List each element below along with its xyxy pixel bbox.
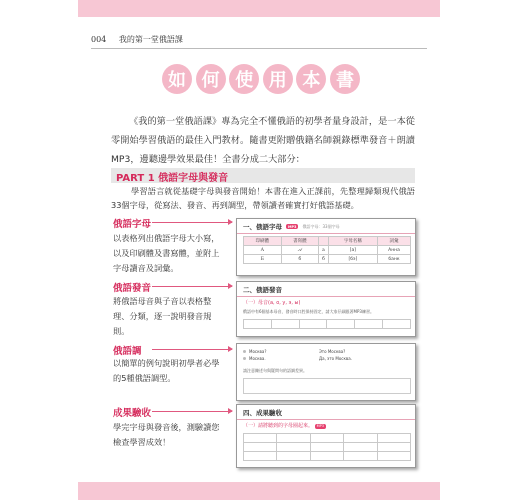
thumb-heading: （一）母音(а, о, у, э, ы): [243, 300, 301, 306]
thumb-title: [237, 282, 415, 297]
example-line: Это Москва?: [319, 349, 346, 354]
table-cell: [344, 443, 377, 452]
section-desc-review: 學完字母與發音後，測驗讀您檢查學習成效！: [113, 422, 220, 447]
table-cell: 書寫體: [281, 237, 319, 246]
section-desc-pronunciation: 將俄語母音與子音以表格整理、分類，逐一說明發音規則。: [113, 296, 212, 336]
table-cell: б: [319, 255, 329, 264]
table-row: [244, 434, 411, 443]
part-title: PART 1 俄語字母與發音: [116, 173, 229, 184]
thumbnail-intonation-page: [236, 343, 416, 401]
table-cell: 𝒜: [281, 246, 319, 255]
table-row: [244, 452, 411, 461]
thumb-heading-text: （一）請將聽到的字母圈起來。: [243, 423, 314, 429]
table-row: [244, 246, 411, 255]
thumb-heading: [237, 420, 415, 431]
table-cell: [383, 320, 411, 329]
example-line: Москва?: [249, 349, 267, 354]
header-divider: [91, 48, 427, 49]
review-table: [243, 433, 411, 461]
section-desc-alphabet: 以表格列出俄語字母大小寫，以及印刷體及書寫體，並附上字母讀音及詞彙。: [113, 233, 220, 273]
table-cell: б: [281, 255, 319, 264]
note-box: [243, 378, 411, 394]
title-char: 何: [196, 64, 226, 94]
page-number: 004: [91, 35, 107, 44]
table-cell: [310, 443, 343, 452]
arrow-icon: [152, 411, 232, 412]
table-cell: [310, 434, 343, 443]
example-line: Да, это Москва.: [319, 356, 352, 361]
book-title: 我的第一堂俄語課: [118, 35, 183, 44]
title-char: 如: [162, 64, 192, 94]
table-cell: [344, 452, 377, 461]
table-cell: [319, 237, 329, 246]
part-description: 學習語言就從基礎字母與發音開始！本書在進入正課前，先整理歸類現代俄語33個字母，從寫法、發音、再到調型，帶領讀者確實打好俄語基礎。: [111, 186, 415, 210]
table-cell: [244, 452, 277, 461]
thumb-title: [237, 405, 415, 420]
arrow-icon: [152, 222, 232, 223]
section-label-intonation: 俄語調: [113, 346, 142, 357]
arrow-icon: [152, 286, 232, 287]
table-cell: [бэ]: [328, 255, 377, 264]
title-char: 書: [330, 64, 360, 94]
thumb-title-text: 四、成果驗收: [243, 409, 282, 417]
table-cell: [244, 320, 272, 329]
table-row: [244, 320, 411, 329]
table-cell: 印刷體: [244, 237, 282, 246]
table-cell: банк: [377, 255, 410, 264]
thumb-title-text: 二、俄語發音: [243, 286, 282, 294]
intro-paragraph: [111, 112, 415, 169]
table-cell: [377, 452, 410, 461]
thumb-subtitle: 俄語字母：33個字母: [302, 223, 340, 229]
table-cell: [327, 320, 355, 329]
table-cell: Анна: [377, 246, 410, 255]
table-cell: А: [244, 246, 282, 255]
example-line: Москва.: [249, 356, 266, 361]
alphabet-table: [243, 236, 411, 264]
table-header-row: [244, 237, 411, 246]
thumb-text: 俄語中有6個基本母音，發音時口腔保持固定，請大家仔細跟著MP3練習。: [243, 309, 374, 314]
example-row: [237, 355, 415, 362]
title-char: 用: [263, 64, 293, 94]
table-cell: 詞彙: [377, 237, 410, 246]
thumb-title-text: 一、俄語字母: [243, 223, 282, 231]
bottom-pink-band: [78, 482, 440, 500]
table-cell: [277, 434, 310, 443]
bullet-icon: [243, 357, 246, 360]
table-cell: [277, 452, 310, 461]
thumbnail-review-page: [236, 404, 416, 468]
table-cell: [244, 443, 277, 452]
running-header: [91, 34, 183, 45]
thumbnail-pronunciation-page: [236, 281, 416, 337]
table-cell: [377, 434, 410, 443]
top-pink-band: [78, 0, 440, 17]
table-cell: [299, 320, 327, 329]
table-cell: [a]: [328, 246, 377, 255]
arrow-icon: [152, 349, 232, 350]
table-cell: [377, 443, 410, 452]
table-cell: [355, 320, 383, 329]
section-label-alphabet: 俄語字母: [113, 219, 152, 230]
title-char: 本: [296, 64, 326, 94]
example-row: [237, 348, 415, 355]
thumb-text: 請注意陳述句與疑問句的語調差異。: [243, 368, 307, 373]
thumb-title: [237, 219, 415, 234]
table-cell: а: [319, 246, 329, 255]
thumbnail-alphabet-page: [236, 218, 416, 276]
table-row: [244, 443, 411, 452]
intro-text: 《我的第一堂俄語課》專為完全不懂俄語的初學者量身設計，是一本從零開始學習俄語的最佳入門教材。隨書更附贈俄籍名師親錄標準發音＋朗讀MP3，邊聽邊學效果最佳！全書分成二大部分：: [111, 116, 415, 165]
table-cell: [344, 434, 377, 443]
table-cell: [277, 443, 310, 452]
section-label-pronunciation: 俄語發音: [113, 283, 152, 294]
bullet-icon: [243, 350, 246, 353]
table-cell: 字母名稱: [328, 237, 377, 246]
title-char: 使: [229, 64, 259, 94]
section-desc-intonation: 以簡單的例句說明初學者必學的5種俄語調型。: [113, 358, 220, 383]
table-cell: [271, 320, 299, 329]
mp3-badge: MP3: [288, 224, 297, 229]
table-row: [244, 255, 411, 264]
table-cell: [244, 434, 277, 443]
section-label-review: 成果驗收: [113, 408, 152, 419]
page-title: [162, 64, 360, 94]
vowel-table: [243, 319, 411, 329]
mp3-badge: MP3: [316, 424, 324, 428]
table-cell: [310, 452, 343, 461]
table-cell: Б: [244, 255, 282, 264]
